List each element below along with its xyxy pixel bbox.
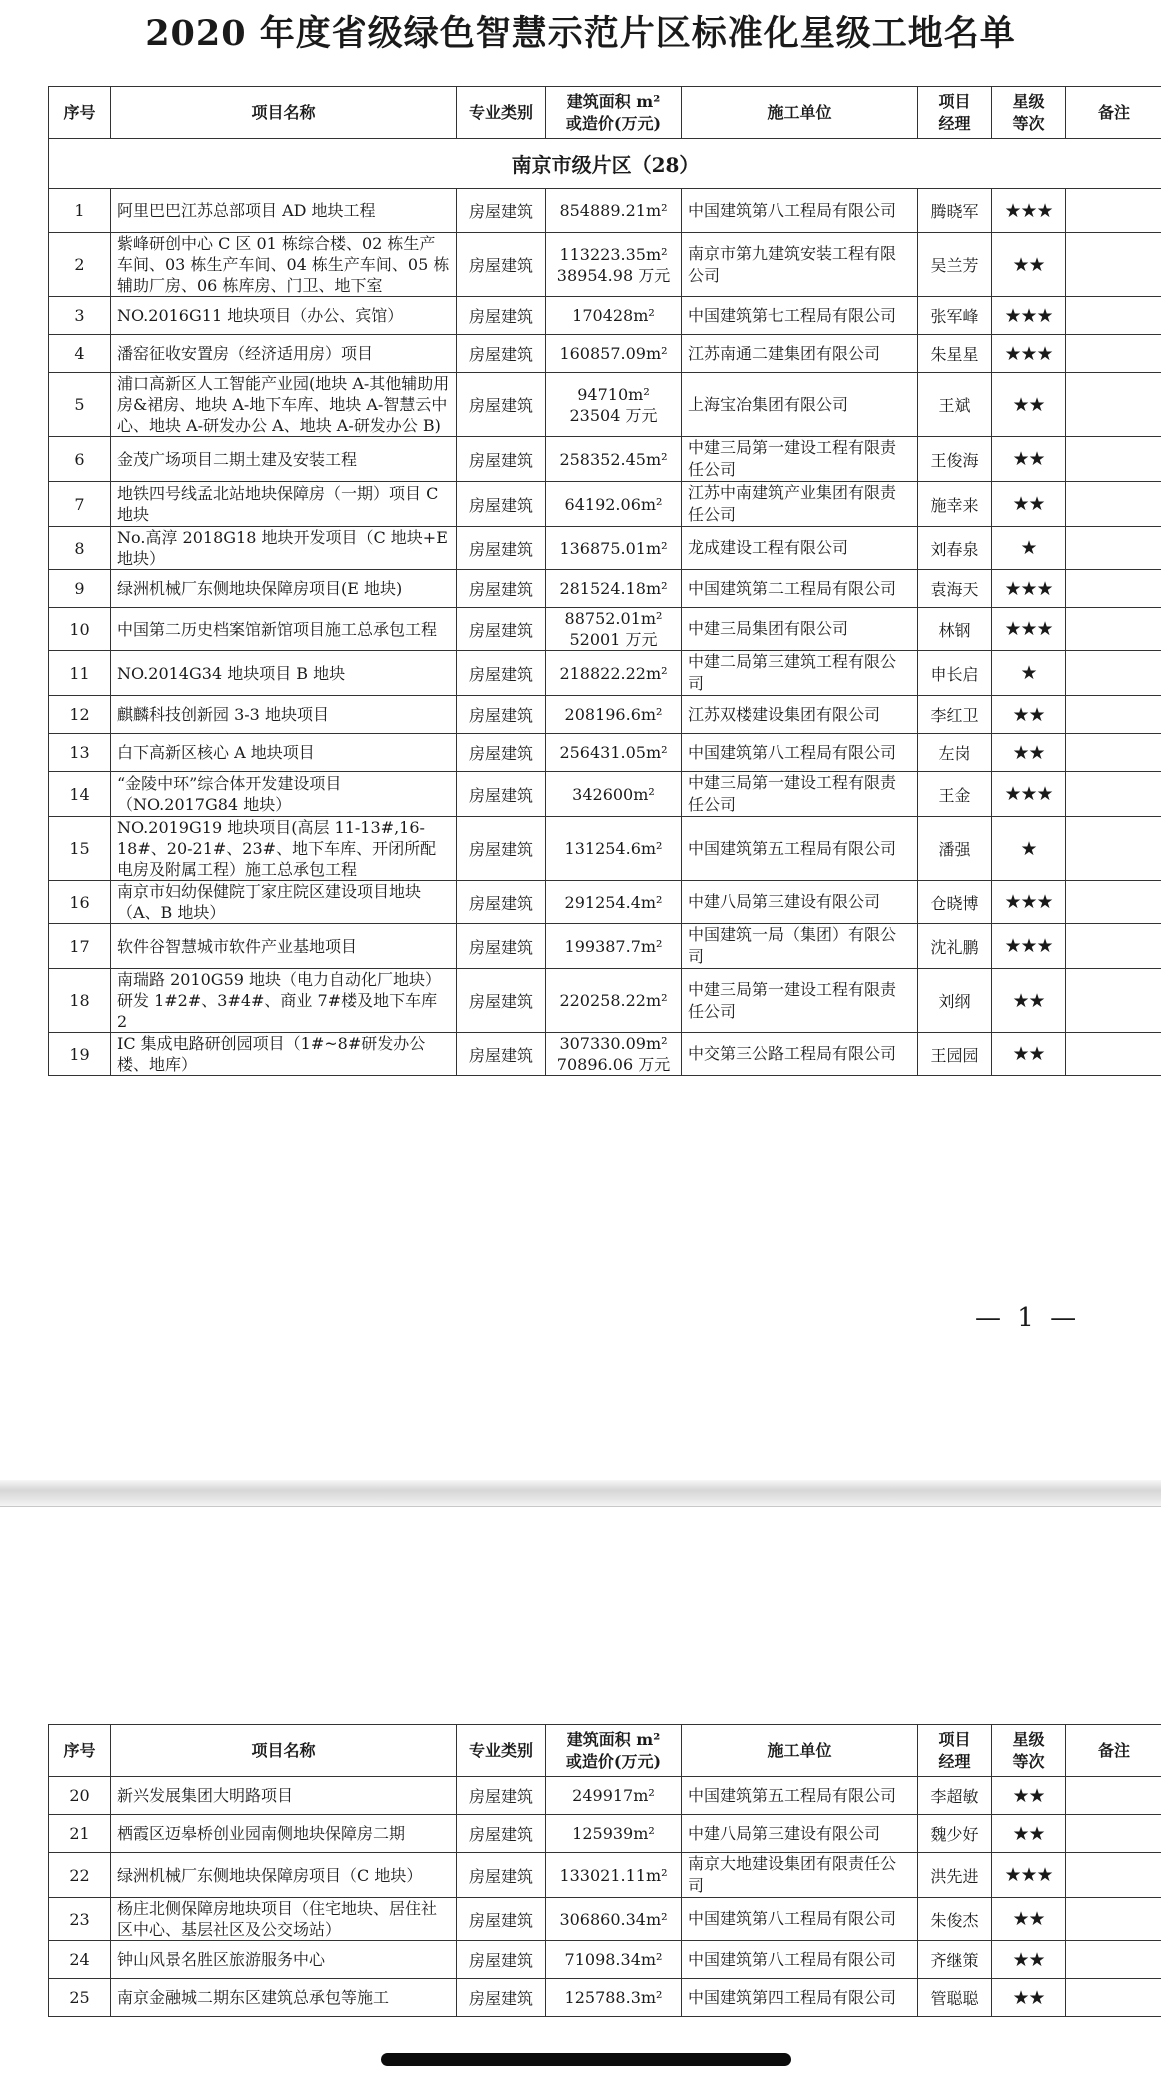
header-area [546, 87, 682, 139]
star-rating-cell: ★★ [992, 734, 1066, 772]
area-cell: 133021.11m² [546, 1853, 682, 1898]
area-cell: 281524.18m² [546, 570, 682, 608]
area-cell: 291254.4m² [546, 881, 682, 924]
manager-cell: 李红卫 [918, 696, 992, 734]
seq-cell: 11 [49, 651, 111, 696]
category-cell: 房屋建筑 [457, 608, 546, 651]
category-cell: 房屋建筑 [457, 1815, 546, 1853]
category-cell: 房屋建筑 [457, 297, 546, 335]
star-site-table-page-2 [48, 1724, 1161, 2017]
notes-cell [1066, 1853, 1161, 1898]
contractor-cell: 中建二局第三建筑工程有限公司 [682, 651, 918, 696]
category-cell: 房屋建筑 [457, 772, 546, 817]
contractor-cell: 中建三局集团有限公司 [682, 608, 918, 651]
seq-cell: 5 [49, 373, 111, 437]
star-rating-cell: ★★★ [992, 335, 1066, 373]
project-name-cell: 钟山风景名胜区旅游服务中心 [111, 1941, 457, 1979]
area-cell: 125939m² [546, 1815, 682, 1853]
category-cell: 房屋建筑 [457, 881, 546, 924]
manager-cell: 申长启 [918, 651, 992, 696]
notes-cell [1066, 1941, 1161, 1979]
star-rating-cell: ★ [992, 527, 1066, 570]
header-stars-line-1: 星级 [1012, 91, 1045, 111]
manager-cell: 潘强 [918, 817, 992, 881]
category-cell: 房屋建筑 [457, 651, 546, 696]
table-row [49, 570, 1161, 608]
category-cell: 房屋建筑 [457, 817, 546, 881]
notes-cell [1066, 189, 1161, 233]
contractor-cell: 龙成建设工程有限公司 [682, 527, 918, 570]
seq-cell: 2 [49, 233, 111, 297]
manager-cell: 腾晓军 [918, 189, 992, 233]
notes-cell [1066, 233, 1161, 297]
area-cell: 218822.22m² [546, 651, 682, 696]
project-name-cell: 绿洲机械厂东侧地块保障房项目(E 地块) [111, 570, 457, 608]
table-row [49, 1777, 1161, 1815]
project-name-cell: “金陵中环”综合体开发建设项目（NO.2017G84 地块） [111, 772, 457, 817]
seq-cell: 7 [49, 482, 111, 527]
notes-cell [1066, 482, 1161, 527]
manager-cell: 仓晓博 [918, 881, 992, 924]
table-row [49, 608, 1161, 651]
project-name-cell: 南京市妇幼保健院丁家庄院区建设项目地块（A、B 地块） [111, 881, 457, 924]
star-rating-cell: ★★★ [992, 189, 1066, 233]
table-row [49, 817, 1161, 881]
notes-cell [1066, 437, 1161, 482]
notes-cell [1066, 881, 1161, 924]
area-cell: 125788.3m² [546, 1979, 682, 2017]
contractor-cell: 中国建筑第五工程局有限公司 [682, 1777, 918, 1815]
notes-cell [1066, 1777, 1161, 1815]
category-cell: 房屋建筑 [457, 924, 546, 969]
project-name-cell: 潘窑征收安置房（经济适用房）项目 [111, 335, 457, 373]
table-row [49, 1815, 1161, 1853]
header-manager-line-2: 经理 [938, 1751, 971, 1771]
project-name-cell: 紫峰研创中心 C 区 01 栋综合楼、02 栋生产车间、03 栋生产车间、04 栋生产车间、05 栋辅助厂房、06 栋库房、门卫、地下室 [111, 233, 457, 297]
contractor-cell: 南京大地建设集团有限责任公司 [682, 1853, 918, 1898]
contractor-cell: 江苏双楼建设集团有限公司 [682, 696, 918, 734]
star-rating-cell: ★ [992, 651, 1066, 696]
contractor-cell: 江苏中南建筑产业集团有限责任公司 [682, 482, 918, 527]
notes-cell [1066, 734, 1161, 772]
project-name-cell: NO.2014G34 地块项目 B 地块 [111, 651, 457, 696]
contractor-cell: 中国建筑第八工程局有限公司 [682, 734, 918, 772]
table-row [49, 1979, 1161, 2017]
manager-cell: 王俊海 [918, 437, 992, 482]
header-notes: 备注 [1066, 1725, 1161, 1777]
seq-cell: 12 [49, 696, 111, 734]
seq-cell: 24 [49, 1941, 111, 1979]
header-manager [918, 1725, 992, 1777]
star-rating-cell: ★★ [992, 437, 1066, 482]
star-rating-cell: ★★ [992, 373, 1066, 437]
category-cell: 房屋建筑 [457, 335, 546, 373]
notes-cell [1066, 924, 1161, 969]
star-rating-cell: ★★★ [992, 924, 1066, 969]
category-cell: 房屋建筑 [457, 437, 546, 482]
manager-cell: 施幸来 [918, 482, 992, 527]
header-notes: 备注 [1066, 87, 1161, 139]
table-row [49, 189, 1161, 233]
project-name-cell: 绿洲机械厂东侧地块保障房项目（C 地块） [111, 1853, 457, 1898]
star-rating-cell: ★★ [992, 696, 1066, 734]
notes-cell [1066, 527, 1161, 570]
star-rating-cell: ★★★ [992, 881, 1066, 924]
contractor-cell: 上海宝冶集团有限公司 [682, 373, 918, 437]
notes-cell [1066, 335, 1161, 373]
table-row [49, 772, 1161, 817]
header-manager-line-2: 经理 [938, 113, 971, 133]
table-row [49, 297, 1161, 335]
header-stars-line-2: 等次 [1012, 1751, 1045, 1771]
category-cell: 房屋建筑 [457, 1853, 546, 1898]
category-cell: 房屋建筑 [457, 1979, 546, 2017]
star-rating-cell: ★★ [992, 1815, 1066, 1853]
contractor-cell: 中建八局第三建设有限公司 [682, 881, 918, 924]
manager-cell: 刘纲 [918, 969, 992, 1033]
contractor-cell: 中国建筑第八工程局有限公司 [682, 1898, 918, 1941]
category-cell: 房屋建筑 [457, 1941, 546, 1979]
manager-cell: 吴兰芳 [918, 233, 992, 297]
project-name-cell: IC 集成电路研创园项目（1#~8#研发办公楼、地库） [111, 1033, 457, 1076]
contractor-cell: 南京市第九建筑安装工程有限公司 [682, 233, 918, 297]
seq-cell: 8 [49, 527, 111, 570]
category-cell: 房屋建筑 [457, 527, 546, 570]
category-cell: 房屋建筑 [457, 1033, 546, 1076]
star-rating-cell: ★★★ [992, 772, 1066, 817]
star-rating-cell: ★★★ [992, 608, 1066, 651]
header-stars-line-2: 等次 [1012, 113, 1045, 133]
area-cell: 258352.45m² [546, 437, 682, 482]
contractor-cell: 中交第三公路工程局有限公司 [682, 1033, 918, 1076]
table-header-row [49, 87, 1161, 139]
table-row [49, 734, 1161, 772]
project-name-cell: 麒麟科技创新园 3-3 地块项目 [111, 696, 457, 734]
table-header-row [49, 1725, 1161, 1777]
seq-cell: 23 [49, 1898, 111, 1941]
area-cell: 199387.7m² [546, 924, 682, 969]
manager-cell: 袁海天 [918, 570, 992, 608]
document-title: 2020 年度省级绿色智慧示范片区标准化星级工地名单 [145, 13, 1016, 54]
area-cell: 64192.06m² [546, 482, 682, 527]
header-project-name: 项目名称 [111, 87, 457, 139]
contractor-cell: 中建八局第三建设有限公司 [682, 1815, 918, 1853]
table-row [49, 373, 1161, 437]
table-row [49, 527, 1161, 570]
notes-cell [1066, 817, 1161, 881]
seq-cell: 22 [49, 1853, 111, 1898]
manager-cell: 朱俊杰 [918, 1898, 992, 1941]
area-cell: 208196.6m² [546, 696, 682, 734]
contractor-cell: 中国建筑第四工程局有限公司 [682, 1979, 918, 2017]
project-name-cell: 栖霞区迈皋桥创业园南侧地块保障房二期 [111, 1815, 457, 1853]
seq-cell: 10 [49, 608, 111, 651]
area-cell: 249917m² [546, 1777, 682, 1815]
table-row [49, 881, 1161, 924]
header-stars [992, 87, 1066, 139]
table-row [49, 969, 1161, 1033]
manager-cell: 朱星星 [918, 335, 992, 373]
seq-cell: 15 [49, 817, 111, 881]
area-cell: 131254.6m² [546, 817, 682, 881]
manager-cell: 齐继策 [918, 1941, 992, 1979]
star-rating-cell: ★★★ [992, 297, 1066, 335]
notes-cell [1066, 1898, 1161, 1941]
seq-cell: 13 [49, 734, 111, 772]
table-row [49, 335, 1161, 373]
header-project-name: 项目名称 [111, 1725, 457, 1777]
header-manager-line-1: 项目 [938, 91, 971, 111]
area-cell: 170428m² [546, 297, 682, 335]
manager-cell: 沈礼鹏 [918, 924, 992, 969]
table-row [49, 651, 1161, 696]
area-cell: 220258.22m² [546, 969, 682, 1033]
notes-cell [1066, 696, 1161, 734]
contractor-cell: 中国建筑第二工程局有限公司 [682, 570, 918, 608]
star-rating-cell: ★★ [992, 1898, 1066, 1941]
project-name-cell: 金茂广场项目二期土建及安装工程 [111, 437, 457, 482]
manager-cell: 林钢 [918, 608, 992, 651]
seq-cell: 20 [49, 1777, 111, 1815]
page-number: — 1 — [975, 1303, 1081, 1333]
manager-cell: 刘春泉 [918, 527, 992, 570]
star-rating-cell: ★★★ [992, 570, 1066, 608]
project-name-cell: No.高淳 2018G18 地块开发项目（C 地块+E 地块） [111, 527, 457, 570]
header-contractor: 施工单位 [682, 1725, 918, 1777]
header-manager [918, 87, 992, 139]
area-cell: 71098.34m² [546, 1941, 682, 1979]
notes-cell [1066, 1979, 1161, 2017]
header-category: 专业类别 [457, 87, 546, 139]
header-area [546, 1725, 682, 1777]
page-separator [0, 1480, 1161, 1506]
manager-cell: 洪先进 [918, 1853, 992, 1898]
contractor-cell: 中国建筑第七工程局有限公司 [682, 297, 918, 335]
table-row [49, 696, 1161, 734]
manager-cell: 王斌 [918, 373, 992, 437]
header-contractor: 施工单位 [682, 87, 918, 139]
project-name-cell: 地铁四号线孟北站地块保障房（一期）项目 C 地块 [111, 482, 457, 527]
header-stars-line-1: 星级 [1012, 1729, 1045, 1749]
notes-cell [1066, 570, 1161, 608]
star-rating-cell: ★★ [992, 969, 1066, 1033]
project-name-cell: 白下高新区核心 A 地块项目 [111, 734, 457, 772]
manager-cell: 张军峰 [918, 297, 992, 335]
category-cell: 房屋建筑 [457, 373, 546, 437]
project-name-cell: 南瑞路 2010G59 地块（电力自动化厂地块）研发 1#2#、3#4#、商业 7#楼及地下车库 2 [111, 969, 457, 1033]
area-cell: 256431.05m² [546, 734, 682, 772]
manager-cell: 王金 [918, 772, 992, 817]
manager-cell: 管聪聪 [918, 1979, 992, 2017]
project-name-cell: 阿里巴巴江苏总部项目 AD 地块工程 [111, 189, 457, 233]
star-site-table-page-1 [48, 86, 1161, 1076]
seq-cell: 19 [49, 1033, 111, 1076]
notes-cell [1066, 1815, 1161, 1853]
star-rating-cell: ★★ [992, 1777, 1066, 1815]
seq-cell: 21 [49, 1815, 111, 1853]
area-cell: 854889.21m² [546, 189, 682, 233]
area-cell: 136875.01m² [546, 527, 682, 570]
table-row [49, 482, 1161, 527]
contractor-cell: 中建三局第一建设工程有限责任公司 [682, 969, 918, 1033]
project-name-cell: 浦口高新区人工智能产业园(地块 A-其他辅助用房&裙房、地块 A-地下车库、地块 A-智慧云中心、地块 A-研发办公 A、地块 A-研发办公 B) [111, 373, 457, 437]
contractor-cell: 中国建筑一局（集团）有限公司 [682, 924, 918, 969]
section-title: 南京市级片区（28） [49, 139, 1161, 189]
category-cell: 房屋建筑 [457, 1898, 546, 1941]
contractor-cell: 中建三局第一建设工程有限责任公司 [682, 437, 918, 482]
header-area-line-2: 或造价(万元) [565, 113, 662, 133]
header-area-line-1: 建筑面积 m² [566, 91, 661, 111]
notes-cell [1066, 772, 1161, 817]
area-cell: 307330.09m² 70896.06 万元 [546, 1033, 682, 1076]
table-row [49, 233, 1161, 297]
seq-cell: 1 [49, 189, 111, 233]
category-cell: 房屋建筑 [457, 696, 546, 734]
project-name-cell: 南京金融城二期东区建筑总承包等施工 [111, 1979, 457, 2017]
seq-cell: 9 [49, 570, 111, 608]
star-rating-cell: ★★ [992, 1941, 1066, 1979]
manager-cell: 王园园 [918, 1033, 992, 1076]
category-cell: 房屋建筑 [457, 969, 546, 1033]
contractor-cell: 江苏南通二建集团有限公司 [682, 335, 918, 373]
table-row [49, 1898, 1161, 1941]
star-rating-cell: ★★ [992, 1033, 1066, 1076]
star-rating-cell: ★ [992, 817, 1066, 881]
home-indicator-bar[interactable] [381, 2053, 791, 2066]
seq-cell: 25 [49, 1979, 111, 2017]
header-area-line-2: 或造价(万元) [565, 1751, 662, 1771]
project-name-cell: 软件谷智慧城市软件产业基地项目 [111, 924, 457, 969]
contractor-cell: 中国建筑第八工程局有限公司 [682, 189, 918, 233]
header-stars [992, 1725, 1066, 1777]
area-cell: 113223.35m² 38954.98 万元 [546, 233, 682, 297]
star-rating-cell: ★★ [992, 482, 1066, 527]
category-cell: 房屋建筑 [457, 482, 546, 527]
star-rating-cell: ★★ [992, 233, 1066, 297]
manager-cell: 左岗 [918, 734, 992, 772]
table-row [49, 1941, 1161, 1979]
notes-cell [1066, 373, 1161, 437]
notes-cell [1066, 969, 1161, 1033]
seq-cell: 3 [49, 297, 111, 335]
area-cell: 88752.01m² 52001 万元 [546, 608, 682, 651]
manager-cell: 李超敏 [918, 1777, 992, 1815]
contractor-cell: 中建三局第一建设工程有限责任公司 [682, 772, 918, 817]
category-cell: 房屋建筑 [457, 233, 546, 297]
category-cell: 房屋建筑 [457, 189, 546, 233]
area-cell: 306860.34m² [546, 1898, 682, 1941]
header-manager-line-1: 项目 [938, 1729, 971, 1749]
section-row [49, 139, 1161, 189]
category-cell: 房屋建筑 [457, 734, 546, 772]
area-cell: 342600m² [546, 772, 682, 817]
contractor-cell: 中国建筑第五工程局有限公司 [682, 817, 918, 881]
seq-cell: 4 [49, 335, 111, 373]
seq-cell: 14 [49, 772, 111, 817]
notes-cell [1066, 297, 1161, 335]
seq-cell: 16 [49, 881, 111, 924]
header-area-line-1: 建筑面积 m² [566, 1729, 661, 1749]
project-name-cell: 杨庄北侧保障房地块项目（住宅地块、居住社区中心、基层社区及公交场站） [111, 1898, 457, 1941]
seq-cell: 6 [49, 437, 111, 482]
notes-cell [1066, 1033, 1161, 1076]
notes-cell [1066, 651, 1161, 696]
project-name-cell: NO.2016G11 地块项目（办公、宾馆） [111, 297, 457, 335]
header-category: 专业类别 [457, 1725, 546, 1777]
contractor-cell: 中国建筑第八工程局有限公司 [682, 1941, 918, 1979]
table-row [49, 1853, 1161, 1898]
notes-cell [1066, 608, 1161, 651]
seq-cell: 17 [49, 924, 111, 969]
star-rating-cell: ★★★ [992, 1853, 1066, 1898]
seq-cell: 18 [49, 969, 111, 1033]
manager-cell: 魏少好 [918, 1815, 992, 1853]
area-cell: 94710m² 23504 万元 [546, 373, 682, 437]
table-row [49, 437, 1161, 482]
project-name-cell: 新兴发展集团大明路项目 [111, 1777, 457, 1815]
project-name-cell: 中国第二历史档案馆新馆项目施工总承包工程 [111, 608, 457, 651]
table-row [49, 924, 1161, 969]
star-rating-cell: ★★ [992, 1979, 1066, 2017]
project-name-cell: NO.2019G19 地块项目(高层 11-13#,16-18#、20-21#、23#、地下车库、开闭所配电房及附属工程）施工总承包工程 [111, 817, 457, 881]
header-seq: 序号 [49, 1725, 111, 1777]
header-seq: 序号 [49, 87, 111, 139]
area-cell: 160857.09m² [546, 335, 682, 373]
page-separator-line [0, 1506, 1161, 1507]
table-row [49, 1033, 1161, 1076]
category-cell: 房屋建筑 [457, 1777, 546, 1815]
category-cell: 房屋建筑 [457, 570, 546, 608]
